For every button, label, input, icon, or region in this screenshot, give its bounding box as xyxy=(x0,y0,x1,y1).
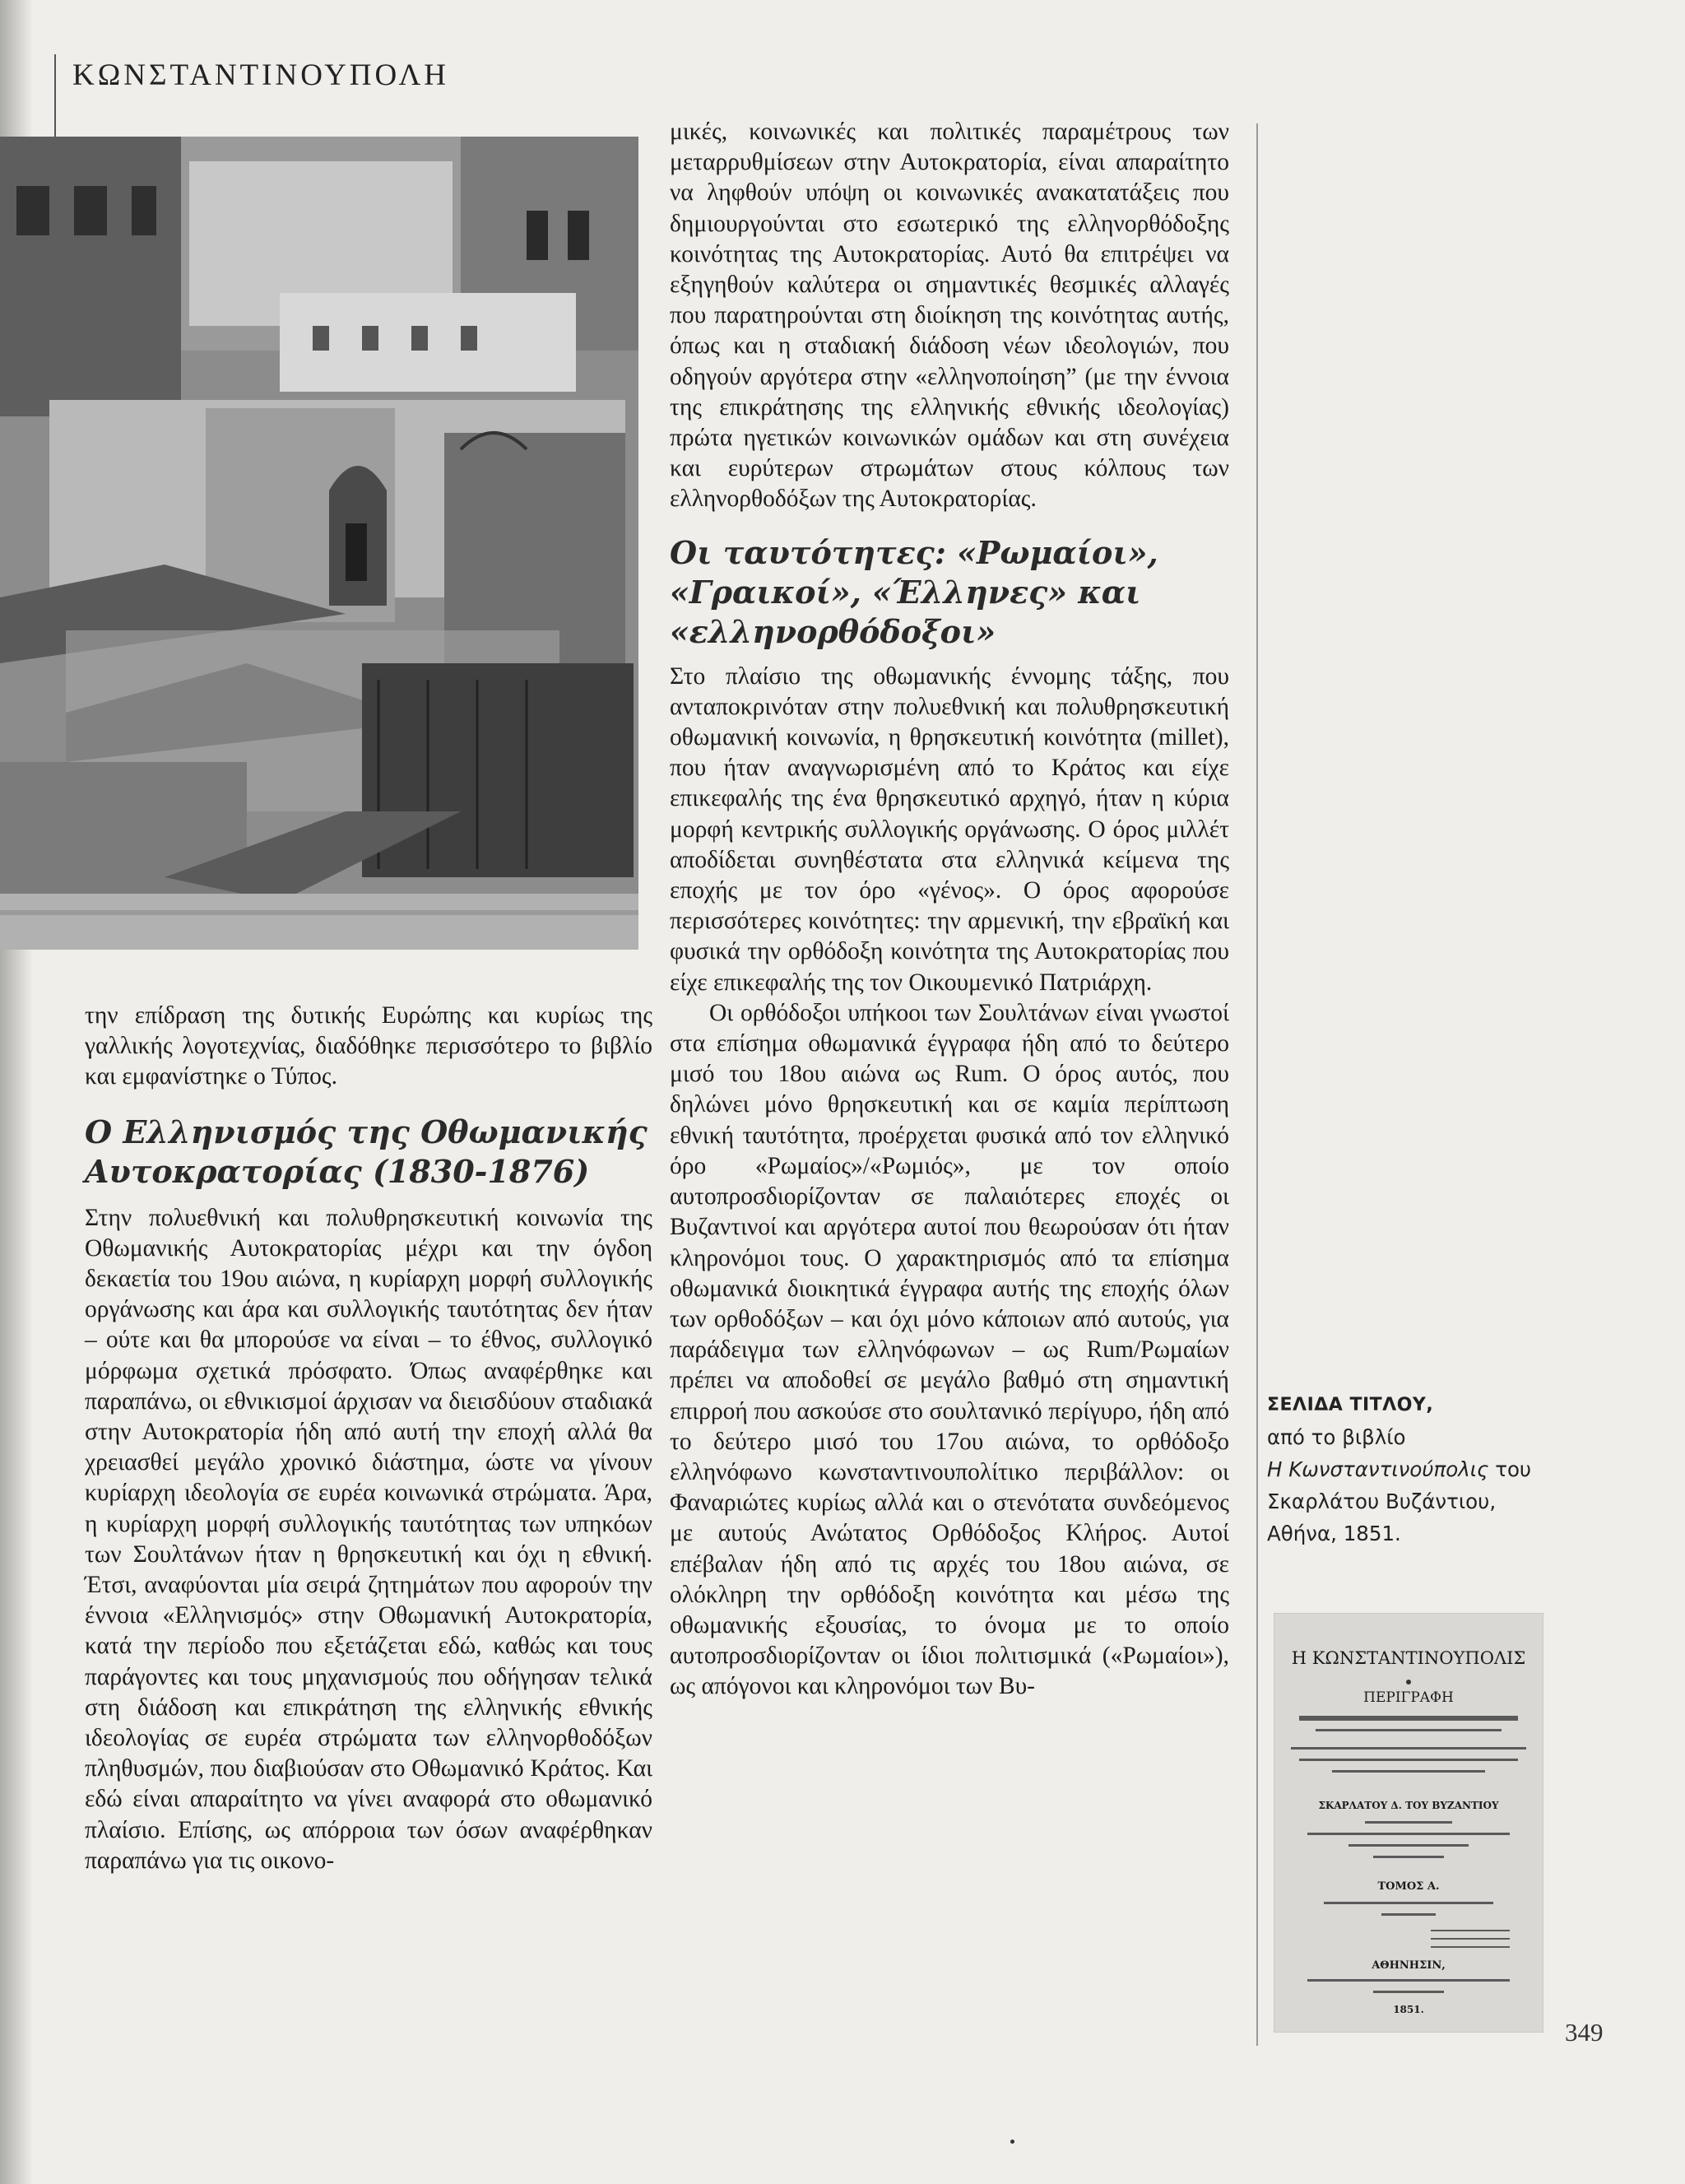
caption-line: από το βιβλίο xyxy=(1267,1425,1406,1449)
title-page-small-print xyxy=(1291,1747,1526,1750)
column-middle-para2: Οι ορθόδοξοι υπήκοοι των Σουλτάνων είναι γνωστοί στα επίσημα οθωμανικά έγγραφα ήδη από το δεύτερο μισό του 18ου αιώνα ως Rum. Ο όρος αυτός, που δηλώνει μόνο θρησκευτική και σε καμία περίπτωση εθνική ταυτότητα, προέρχεται φυσικά από τον ελληνικό όρο «Ρωμαίος»/«Ρωμιός», με τον οποίο αυτοπροσδιορίζονταν σε παλαιότερες εποχές οι Βυζαντινοί και αργότερα αυτοί που θεωρούσαν ότι ήταν κληρονόμοι τους. Ο χαρακτηρισμός από τα επίσημα οθωμανικά διοικητικά έγγραφα αυτής της εποχής όλων των ορθοδόξων – και όχι μόνο κάποιων από αυτούς, για παράδειγμα των ελληνόφωνων – ως Rum/Ρωμαίων πρέπει να αποδοθεί σε μεγάλο βαθμό στη σημαντική επιρροή που ασκούσε στο σουλτανικό περίγυρο, ήδη από το δεύτερο μισό του 17ου αιώνα, το ορθόδοξο ελληνόφωνο κωνσταντινουπολίτικο περιβάλλον: οι Φαναριώτες κυρίως αλλά και ο στενότατα συνδεόμενος με αυτούς Ανώτατος Ορθόδοξος Κλήρος. Αυτοί επέβαλαν ήδη από τις αρχές του 18ου αιώνα, σε ολόκληρη την ορθόδοξη κοινότητα και μέσω της οθωμανικής εξουσίας, το όνομα με το οποίο αυτοπροσδιορίζονταν οι ίδιοι πολιτισμικά («Ρωμαίοι»), ως απόγονοι και κληρονόμοι των Βυ- xyxy=(670,999,1229,1700)
title-page-place: ΑΘΗΝΗΣΙΝ, xyxy=(1372,1959,1446,1972)
column-middle-intro: μικές, κοινωνικές και πολιτικές παραμέτρους των μεταρρυθμίσεων στην Αυτοκρατορία, είναι απαραίτητο να ληφθούν υπόψη οι κοινωνικές ανακατατάξεις που δημιουργούνται στο εσωτερικό της ελληνορθόδοξης κοινότητας της Αυτοκρατορίας. Αυτό θα επιτρέψει να εξηγηθούν καλύτερα οι σημαντικές θεσμικές αλλαγές που παρατηρούνται στη διοίκηση της κοινότητας αυτής, όπως και η σταδιακή διάδοση νέων ιδεολογιών, που οδηγούν αργότερα στην «ελληνοποίηση” (με την έννοια της επικράτησης της ελληνικής εθνικής ιδεολογίας) πρώτα ηγετικών κοινωνικών ομάδων και στη συνέχεια και ευρύτερων στρωμάτων στους κόλπους των ελληνορθοδόξων της Αυτοκρατορίας. xyxy=(670,118,1229,513)
title-page-small-print xyxy=(1381,1913,1436,1916)
title-page-small-print xyxy=(1373,1991,1444,1993)
title-page-small-print xyxy=(1299,1759,1518,1761)
caption-title-suffix: του xyxy=(1488,1457,1532,1481)
caption-book-title: Η Κωνσταντινούπολις xyxy=(1267,1457,1489,1481)
title-page-title: Η ΚΩΝΣΤΑΝΤΙΝΟΥΠΟΛΙΣ xyxy=(1291,1648,1526,1668)
running-head: ΚΩΝΣΤΑΝΤΙΝΟΥΠΟΛΗ xyxy=(72,58,450,92)
caption-title-line xyxy=(1267,1453,1580,1485)
page-number: 349 xyxy=(1565,2018,1604,2047)
title-page-year: 1851. xyxy=(1393,2004,1424,2015)
column-middle-para1: Στο πλαίσιο της οθωμανικής έννομης τάξης, που ανταποκρινόταν στην πολυεθνική και πολυθρησκευτική οθωμανική κοινωνία, η θρησκευτική κοινότητα (millet), που ήταν αναγνωρισμένη από το Κράτος και είχε επικεφαλής της ένα θρησκευτικό αρχηγό, ήταν η κύρια μορφή κεντρικής συλλογικής οργάνωσης. Ο όρος μιλλέτ αποδίδεται συνηθέστατα στα ελληνικά κείμενα της εποχής με τον όρο «γένος». Ο όρος αφορούσε περισσότερες κοινότητες: την αρμενική, την εβραϊκή και φυσικά την ορθόδοξη κοινότητα της Αυτοκρατορίας που είχε επικεφαλής της τον Οικουμενικό Πατριάρχη. xyxy=(670,662,1229,996)
print-speck xyxy=(1010,2140,1014,2144)
title-page-small-print xyxy=(1431,1930,1510,1931)
constantinople-photo xyxy=(0,137,638,950)
caption-author: Σκαρλάτου Βυζάντιου, xyxy=(1267,1489,1497,1513)
caption-place-year: Αθήνα, 1851. xyxy=(1267,1522,1401,1545)
column-rule-right xyxy=(1256,123,1258,2046)
title-page-small-print xyxy=(1431,1938,1510,1940)
column-left-body: Στην πολυεθνική και πολυθρησκευτική κοινωνία της Οθωμανικής Αυτοκρατορίας μέχρι και την όγδοη δεκαετία του 19ου αιώνα, η κυρίαρχη μορφή συλλογικής οργάνωσης και άρα και συλλογικής ταυτότητας δεν ήταν – ούτε και θα μπορούσε να είναι – το έθνος, συλλογικό μόρφωμα σχετικά πρόσφατο. Όπως αναφέρθηκε και παραπάνω, οι εθνικισμοί άρχισαν να διεισδύουν σταδιακά στην Αυτοκρατορία ήδη από αυτή την εποχή αλλά θα χρειασθεί μεγάλο χρονικό διάστημα, ώστε να γίνουν κυρίαρχη ιδεολογία σε ευρέα κοινωνικά στρώματα. Άρα, η κυρίαρχη μορφή συλλογικής ταυτότητας των υπηκόων των Σουλτάνων ήταν η θρησκευτική και όχι η εθνική. Έτσι, αναφύονται μία σειρά ζητημάτων που αφορούν την έννοια «Ελληνισμός» στην Οθωμανική Αυτοκρατορία, κατά την περίοδο που εξετάζεται εδώ, καθώς και τους παράγοντες και τους μηχανισμούς που οδήγησαν τελικά στη διάδοση και επικράτηση της ελληνικής εθνικής ιδεολογίας σε ευρέα στρώματα των ελληνορθοδόξων πληθυσμών, που διαβιούσαν στο Οθωμανικό Κράτος. Και εδώ είναι απαραίτητο να γίνει αναφορά στο οθωμανικό πλαίσιο. Επίσης, ως απόρροια των όσων αναφέρθηκαν παραπάνω για τις οικονο- xyxy=(85,1204,652,1874)
title-page-small-print xyxy=(1316,1729,1502,1731)
section-heading-identities: Οι ταυτότητες: «Ρωμαίοι», «Γραικοί», «Έλληνες» και «ελληνορθόδοξοι» xyxy=(670,533,1158,650)
title-page-volume: ΤΟΜΟΣ Α. xyxy=(1377,1880,1440,1893)
title-page-author: ΣΚΑΡΛΑΤΟΥ Δ. ΤΟΥ ΒΥΖΑΝΤΙΟΥ xyxy=(1318,1800,1499,1811)
title-page-small-print xyxy=(1332,1770,1485,1773)
title-page-ornament xyxy=(1406,1680,1411,1684)
caption-label: ΣΕΛΙΔΑ ΤΙΤΛΟΥ, xyxy=(1267,1395,1434,1415)
title-page-small-print xyxy=(1348,1844,1469,1847)
title-page-small-print xyxy=(1324,1902,1493,1904)
title-page-subtitle: ΠΕΡΙΓΡΑΦΗ xyxy=(1363,1689,1454,1706)
title-page-small-print xyxy=(1307,1979,1510,1982)
title-page-small-print xyxy=(1365,1821,1452,1824)
title-page-small-print xyxy=(1307,1833,1510,1835)
image-caption xyxy=(1267,1389,1580,1550)
column-middle xyxy=(670,117,1229,1703)
column-left xyxy=(85,1001,652,1876)
column-left-intro: την επίδραση της δυτικής Ευρώπης και κυρίως της γαλλικής λογοτεχνίας, διαδόθηκε περισσότερο το βιβλίο και εμφανίστηκε ο Τύπος. xyxy=(85,1002,652,1090)
book-title-page-image xyxy=(1274,1613,1543,2033)
title-page-small-print xyxy=(1299,1716,1518,1721)
section-heading-hellenism: Ο Ελληνισμός της Οθωμανικής Αυτοκρατορίας (1830-1876) xyxy=(85,1113,648,1190)
title-page-small-print xyxy=(1431,1946,1510,1948)
running-head-rule xyxy=(54,54,56,142)
title-page-small-print xyxy=(1373,1856,1444,1858)
